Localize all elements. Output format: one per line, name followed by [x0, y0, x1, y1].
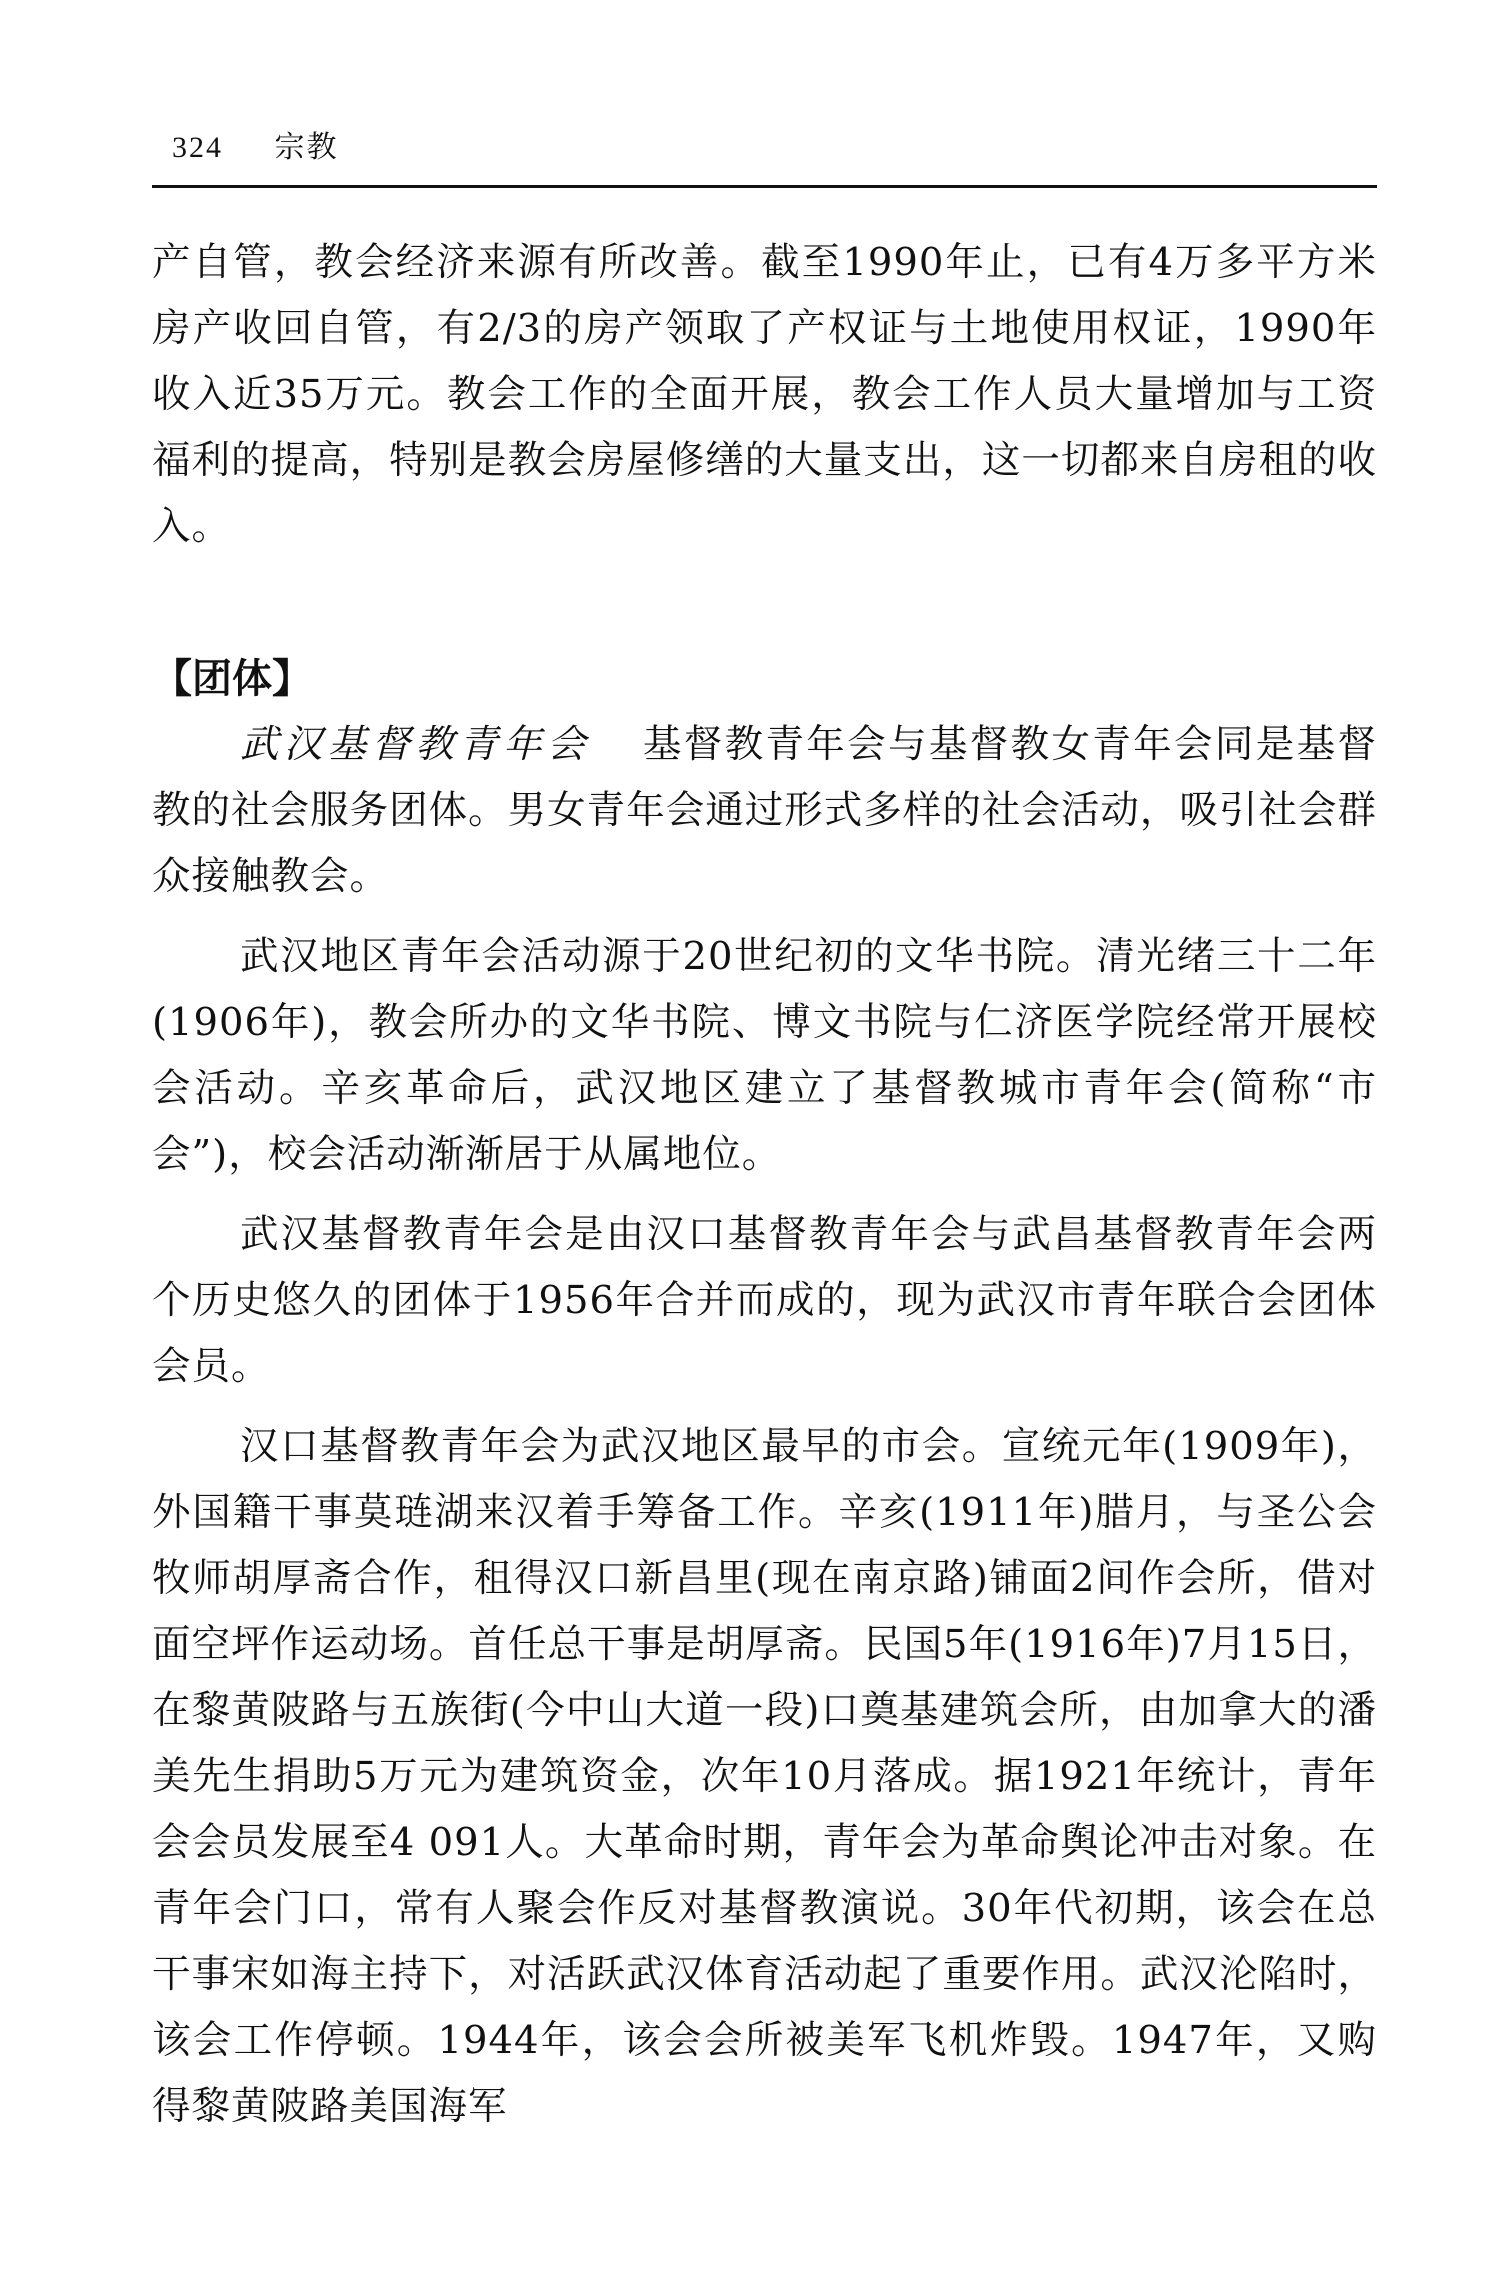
section-heading: 【团体】 [152, 656, 312, 702]
running-header [172, 128, 339, 168]
entry-title: 武汉基督教青年会 [240, 722, 591, 767]
entry-text: 基督教青年会与基督教女青年会同是基督教的社会服务团体。男女青年会通过形式多样的社会活动，吸引社会群众接触教会。 [152, 722, 1377, 899]
paragraph-merger: 武汉基督教青年会是由汉口基督教青年会与武昌基督教青年会两个历史悠久的团体于1956年合并而成的，现为武汉市青年联合会团体会员。 [152, 1212, 1377, 1389]
paragraph-hankou: 汉口基督教青年会为武汉地区最早的市会。宣统元年(1909年)，外国籍干事莫琏湖来汉着手筹备工作。辛亥(1911年)腊月，与圣公会牧师胡厚斋合作，租得汉口新昌里(现在南京路)铺面2间作会所，借对面空坪作运动场。首任总干事是胡厚斋。民国5年(1916年)7月15日，在黎黄陂路与五族街(今中山大道一段)口奠基建筑会所，由加拿大的潘美先生捐助5万元为建筑资金，次年10月落成。据1921年统计，青年会会员发展至4 091人。大革命时期，青年会为革命舆论冲击对象。在青年会门口，常有人聚会作反对基督教演说。30年代初期，该会在总干事宋如海主持下，对活跃武汉体育活动起了重要作用。武汉沦陷时，该会工作停顿。1944年，该会会所被美军飞机炸毁。1947年，又购得黎黄陂路美国海军 [152, 1424, 1377, 2129]
header-rule [152, 185, 1377, 188]
page-number: 324 [172, 131, 223, 164]
paragraph-continued: 产自管，教会经济来源有所改善。截至1990年止，已有4万多平方米房产收回自管，有2/3的房产领取了产权证与土地使用权证，1990年收入近35万元。教会工作的全面开展，教会工作人员大量增加与工资福利的提高，特别是教会房屋修缮的大量支出，这一切都来自房租的收入。 [152, 240, 1377, 549]
paragraph-history: 武汉地区青年会活动源于20世纪初的文华书院。清光绪三十二年(1906年)，教会所办的文华书院、博文书院与仁济医学院经常开展校会活动。辛亥革命后，武汉地区建立了基督教城市青年会(简称“市会”)，校会活动渐渐居于从属地位。 [152, 934, 1377, 1177]
page-body [152, 230, 1377, 2140]
section-title: 宗教 [274, 130, 339, 165]
paragraph-entry [152, 712, 1377, 910]
